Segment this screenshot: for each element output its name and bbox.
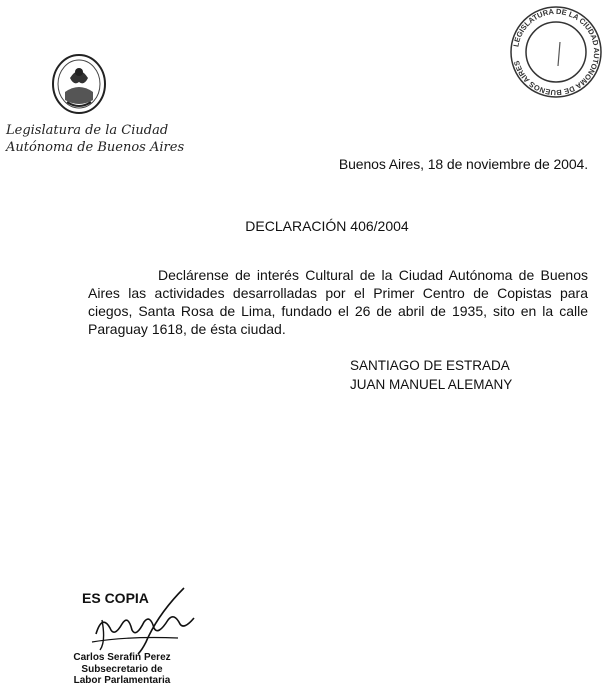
declaration-title [0, 218, 600, 234]
certifier-role-line-2: Labor Parlamentaria [73, 675, 171, 686]
legislature-stamp [508, 4, 604, 100]
institution-name [6, 122, 206, 156]
handwritten-signature [88, 584, 208, 656]
stamp-text: LEGISLATURA DE LA CIUDAD AUTONOMA DE BUENOS AIRES [511, 6, 602, 98]
svg-text:LEGISLATURA DE LA CIUDAD AUTON [511, 7, 601, 97]
declaration-body [88, 266, 588, 338]
coat-of-arms-seal [50, 52, 108, 116]
signatory-1: SANTIAGO DE ESTRADA [350, 358, 510, 373]
es-copia-label: ES COPIA [82, 590, 149, 606]
certifier-block [62, 652, 182, 687]
signatories [350, 356, 512, 394]
certifier-name: Carlos Serafin Perez [73, 652, 171, 663]
signatory-2: JUAN MANUEL ALEMANY [350, 377, 513, 392]
declaration-title-text: DECLARACIÓN 406/2004 [245, 218, 409, 234]
document-date: Buenos Aires, 18 de noviembre de 2004. [338, 156, 588, 172]
declaration-body-text: Declárense de interés Cultural de la Ciudad Autónoma de Buenos Aires las actividades desarrolladas por el Primer Centro de Copistas para ciegos, Santa Rosa de Lima, fundado el 26 de abril de 1935, sito en la calle Paraguay 1618, de ésta ciudad. [88, 267, 588, 337]
institution-line-2: Autónoma de Buenos Aires [6, 140, 185, 155]
institution-line-1: Legislatura de la Ciudad [6, 123, 169, 138]
certifier-role-line-1: Subsecretario de [81, 663, 163, 675]
